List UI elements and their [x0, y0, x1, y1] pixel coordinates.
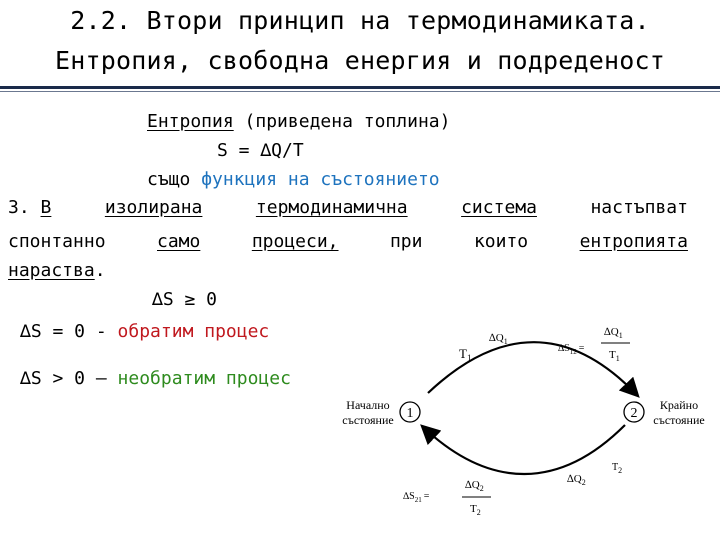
top-heat: $\Delta Q_1$ [489, 332, 508, 346]
also-word: също [147, 169, 191, 190]
principle-word: система [461, 197, 537, 218]
reverse-process-arrow [423, 425, 625, 474]
principle-word: процеси, [251, 231, 339, 252]
slide-title-line2: Ентропия, свободна енергия и подреденост [54, 46, 666, 75]
reversible-label: обратим процес [117, 321, 270, 342]
bottom-heat: $\Delta Q_2$ [567, 473, 586, 487]
entropy-inequality: ∆S ≥ 0 [152, 289, 218, 310]
bottom-fraction-num: $\Delta Q_2$ [465, 479, 484, 493]
top-temperature: $T_1$ [459, 346, 472, 363]
slide-title-line1: 2.2. Втори принцип на термодинамиката. [70, 6, 650, 35]
principle-word: спонтанно [8, 231, 106, 252]
principle-line-3: нараства. [8, 260, 106, 281]
entropy-term: Ентропия [147, 111, 234, 132]
bottom-temperature: $T_2$ [612, 462, 623, 475]
principle-word: термодинамична [255, 197, 408, 218]
bottom-fraction-den: $T_2$ [470, 503, 481, 517]
principle-word: при [389, 231, 423, 252]
state-1-number: 1 [406, 406, 414, 421]
entropy-formula: S = ∆Q/T [217, 140, 304, 161]
top-fraction-den: $T_1$ [609, 349, 620, 363]
end-state-label-2: състояние [653, 413, 705, 427]
top-fraction-num: $\Delta Q_1$ [604, 326, 623, 340]
start-state-label: Начално [346, 398, 390, 412]
top-entropy-change: $\Delta S_{12}$ = [558, 343, 585, 356]
state-2-number: 2 [630, 406, 638, 421]
principle-word: изолирана [104, 197, 203, 218]
entropy-explanation: (приведена топлина) [244, 111, 451, 132]
irreversible-condition: ∆S > 0 – [20, 368, 107, 389]
principle-word: само [157, 231, 201, 252]
principle-word: настъпват [590, 197, 688, 218]
irreversible-label: необратим процес [117, 368, 291, 389]
state-function-text: функция на състоянието [201, 169, 440, 190]
principle-word: 3. В [8, 197, 52, 218]
start-state-label-2: състояние [342, 413, 394, 427]
principle-word: ентропията [579, 231, 688, 252]
bottom-entropy-change: $\Delta S_{21}$ = [403, 491, 430, 504]
end-state-label: Крайно [659, 398, 699, 412]
principle-word: които [473, 231, 529, 252]
reversible-condition: ∆S = 0 - [20, 321, 107, 342]
